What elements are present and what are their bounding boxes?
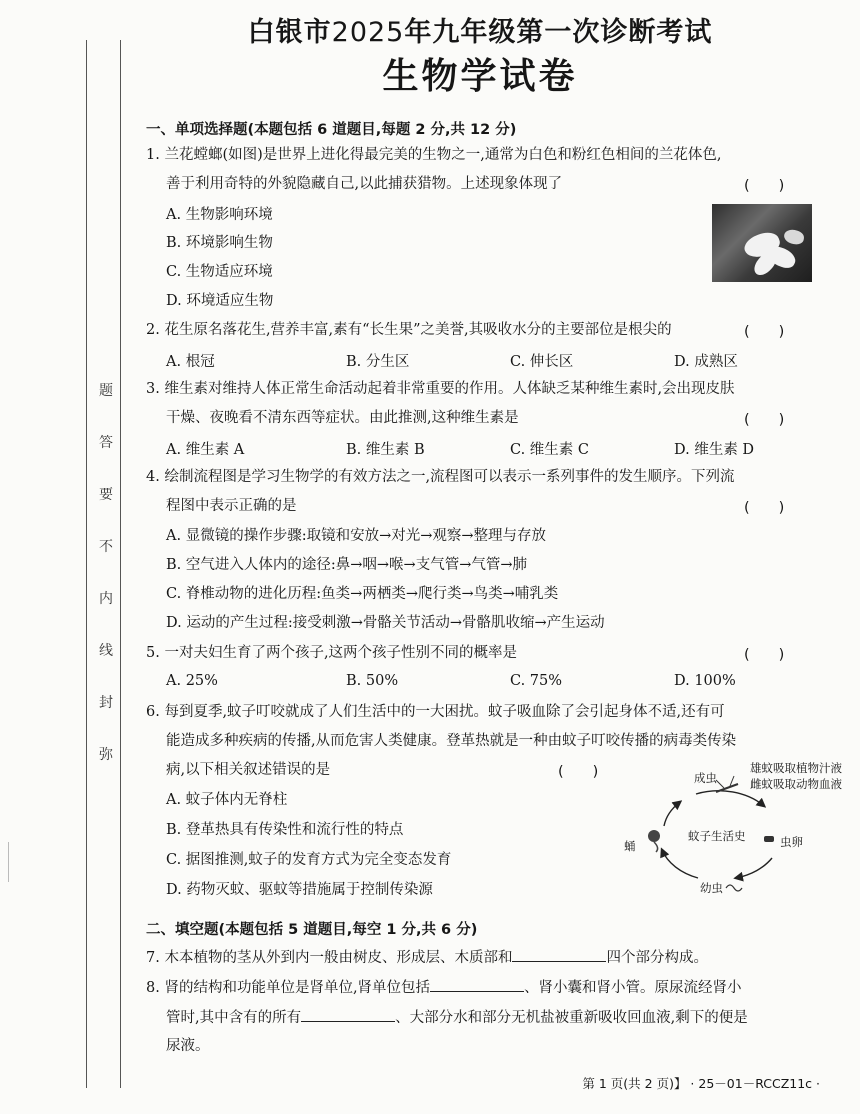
binding-line-inner [120,40,121,1088]
question-6-option: B. 登革热具有传染性和流行性的特点 [166,822,404,838]
answer-paren: ( ) [744,324,785,340]
question-6-text: 病,以下相关叙述错误的是 [166,762,331,778]
larva-icon [726,885,742,891]
binding-char: 线 [99,643,113,659]
answer-paren: ( ) [744,178,785,194]
question-1-option: D. 环境适应生物 [166,293,274,309]
question-3-text: 干燥、夜晚看不清东西等症状。由此推测,这种维生素是 [166,410,519,426]
section-heading-choice: 一、单项选择题(本题包括 6 道题目,每题 2 分,共 12 分) [146,122,517,138]
stage-pupa-label: 蛹 [624,839,636,853]
male-mosquito-note: 雄蚊吸取植物汁液 [750,761,842,775]
binding-char: 弥 [99,747,113,763]
question-5-options: A. 25% B. 50% C. 75% D. 100% [166,673,736,689]
question-1-option: B. 环境影响生物 [166,235,273,251]
binding-line-outer [86,40,87,1088]
question-3-text: 3. 维生素对维持人体正常生命活动起着非常重要的作用。人体缺乏某种维生素时,会出现皮肤 [146,381,735,397]
answer-paren: ( ) [558,764,599,780]
question-2-text: 2. 花生原名落花生,营养丰富,素有“长生果”之美誉,其吸收水分的主要部位是根尖的 [146,322,672,338]
question-8-text: 管时,其中含有的所有 、大部分水和部分无机盐被重新吸收回血液,剩下的便是 [166,1006,748,1028]
female-mosquito-note: 雌蚊吸取动物血液 [750,777,842,791]
question-1-option: C. 生物适应环境 [166,264,273,280]
answer-paren: ( ) [744,500,785,516]
question-6-option: D. 药物灭蚊、驱蚊等措施属于控制传染源 [166,882,433,898]
question-4-option: D. 运动的产生过程:接受刺激→骨骼关节活动→骨骼肌收缩→产生运动 [166,615,605,631]
stage-egg-label: 虫卵 [780,835,803,849]
binding-char: 封 [99,695,113,711]
question-4-text: 4. 绘制流程图是学习生物学的有效方法之一,流程图可以表示一系列事件的发生顺序。下列流 [146,469,735,485]
section-heading-fill: 二、填空题(本题包括 5 道题目,每空 1 分,共 6 分) [146,922,478,938]
question-4-option: B. 空气进入人体内的途径:鼻→咽→喉→支气管→气管→肺 [166,557,528,573]
subject-title: 生物学试卷 [382,56,578,97]
question-8-text: 尿液。 [166,1038,210,1054]
binding-char: 答 [99,435,113,451]
stage-larva-label: 幼虫 [700,881,723,895]
diagram-center-label: 蚊子生活史 [688,829,746,843]
question-6-text: 6. 每到夏季,蚊子叮咬就成了人们生活中的一大困扰。蚊子吸血除了会引起身体不适,还有可 [146,704,725,720]
binding-char: 要 [99,487,113,503]
question-1-text: 善于利用奇特的外貌隐藏自己,以此捕获猎物。上述现象体现了 [166,176,563,192]
margin-mark [8,842,9,882]
adult-mosquito-icon [716,776,738,792]
question-5-text: 5. 一对夫妇生育了两个孩子,这两个孩子性别不同的概率是 [146,645,518,661]
question-1-text: 1. 兰花螳螂(如图)是世界上进化得最完美的生物之一,通常为白色和粉红色相间的兰花体色, [146,147,722,163]
answer-blank[interactable] [301,1006,395,1022]
question-6-option: C. 据图推测,蚊子的发育方式为完全变态发育 [166,852,452,868]
question-4-option: C. 脊椎动物的进化历程:鱼类→两栖类→爬行类→鸟类→哺乳类 [166,586,559,602]
pupa-icon [648,830,660,852]
mosquito-life-cycle-diagram [616,761,842,900]
question-8-text: 8. 肾的结构和功能单位是肾单位,肾单位包括 、肾小囊和肾小管。原尿流经肾小 [146,976,742,998]
binding-char: 题 [99,383,113,399]
answer-paren: ( ) [744,412,785,428]
orchid-mantis-photo [712,204,812,282]
question-6-option: A. 蚊子体内无脊柱 [166,792,288,808]
question-2-options: A. 根冠 B. 分生区 C. 伸长区 D. 成熟区 [166,354,738,370]
binding-char: 内 [99,591,113,607]
question-4-text: 程图中表示正确的是 [166,498,297,514]
exam-title: 白银市2025年九年级第一次诊断考试 [247,17,713,48]
answer-blank[interactable] [512,946,606,962]
answer-paren: ( ) [744,647,785,663]
binding-char: 不 [99,539,113,555]
question-6-text: 能造成多种疾病的传播,从而危害人类健康。登革热就是一种由蚊子叮咬传播的病毒类传染 [166,733,737,749]
egg-icon [764,836,774,842]
question-4-option: A. 显微镜的操作步骤:取镜和安放→对光→观察→整理与存放 [166,528,547,544]
stage-adult-label: 成虫 [694,771,717,785]
page-footer: 第 1 页(共 2 页)】 · 25－01－RCCZ11c · [582,1076,820,1091]
question-7-text: 7. 木本植物的茎从外到内一般由树皮、形成层、木质部和 四个部分构成。 [146,946,708,968]
question-1-option: A. 生物影响环境 [166,207,273,223]
answer-blank[interactable] [430,976,524,992]
question-3-options: A. 维生素 A B. 维生素 B C. 维生素 C D. 维生素 D [166,442,755,458]
